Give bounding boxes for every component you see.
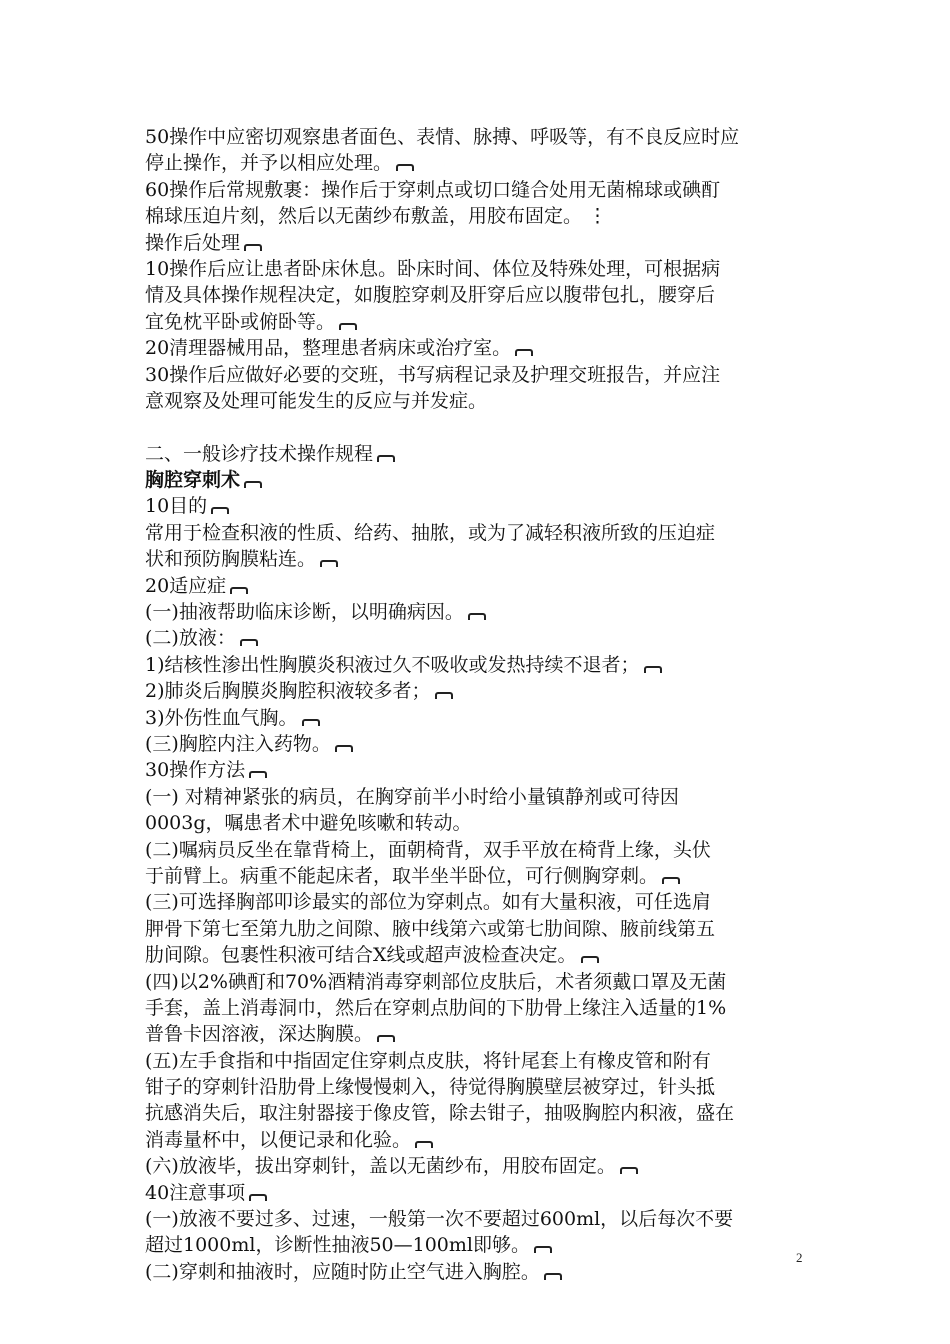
paragraph-mark-icon bbox=[377, 1035, 395, 1042]
text-line bbox=[145, 969, 817, 995]
line-text: 20适应症 bbox=[145, 574, 227, 597]
paragraph-mark-icon bbox=[320, 560, 338, 567]
line-text: (一)抽液帮助临床诊断，以明确病因。 bbox=[145, 601, 464, 624]
text-line bbox=[145, 124, 817, 150]
line-text: (三)可选择胸部叩诊最实的部位为穿刺点。如有大量积液，可任选肩 bbox=[145, 891, 711, 914]
line-text: 1)结核性渗出性胸膜炎积液过久不吸收或发热持续不退者； bbox=[145, 653, 640, 676]
line-text: 意观察及处理可能发生的反应与并发症。 bbox=[145, 389, 488, 412]
paragraph-mark-icon bbox=[644, 666, 662, 673]
text-line bbox=[145, 256, 817, 282]
text-line bbox=[145, 1259, 817, 1285]
paragraph-mark-icon bbox=[415, 1141, 433, 1148]
text-line bbox=[145, 1048, 817, 1074]
paragraph-mark-icon bbox=[515, 349, 533, 356]
text-line bbox=[145, 150, 817, 176]
page-number: 2 bbox=[796, 1250, 803, 1265]
line-text: 10操作后应让患者卧床休息。卧床时间、体位及特殊处理，可根据病 bbox=[145, 257, 721, 280]
text-line bbox=[145, 362, 817, 388]
text-line bbox=[145, 889, 817, 915]
line-text: (一)放液不要过多、过速，一般第一次不要超过600ml，以后每次不要 bbox=[145, 1208, 734, 1231]
text-line bbox=[145, 309, 817, 335]
paragraph-mark-icon bbox=[335, 745, 353, 752]
line-text: 常用于检查积液的性质、给药、抽脓，或为了减轻积液所致的压迫症 bbox=[145, 521, 716, 544]
text-line bbox=[145, 1232, 817, 1258]
text-line bbox=[145, 678, 817, 704]
text-line bbox=[145, 520, 817, 546]
text-line bbox=[145, 625, 817, 651]
paragraph-mark-icon bbox=[230, 587, 248, 594]
line-text: (三)胸腔内注入药物。 bbox=[145, 732, 331, 755]
line-text: (四)以2%碘酊和70%酒精消毒穿刺部位皮肤后，术者须戴口罩及无菌 bbox=[145, 970, 727, 993]
text-line bbox=[145, 1127, 817, 1153]
paragraph-mark-icon bbox=[534, 1246, 552, 1253]
line-text: 超过1000ml，诊断性抽液50—100ml即够。 bbox=[145, 1234, 530, 1257]
text-line bbox=[145, 995, 817, 1021]
text-line bbox=[145, 599, 817, 625]
paragraph-mark-icon bbox=[211, 507, 229, 514]
paragraph-mark-icon bbox=[396, 164, 414, 171]
text-line bbox=[145, 282, 817, 308]
paragraph-mark-icon bbox=[377, 455, 395, 462]
line-text: 二、一般诊疗技术操作规程 bbox=[145, 442, 374, 465]
line-text: 10目的 bbox=[145, 495, 208, 518]
line-text: 0003g，嘱患者术中避免咳嗽和转动。 bbox=[145, 812, 472, 835]
text-line bbox=[145, 810, 817, 836]
text-line bbox=[145, 573, 817, 599]
line-text: 停止操作，并予以相应处理。 bbox=[145, 152, 393, 175]
text-line bbox=[145, 441, 817, 467]
section-title bbox=[145, 467, 817, 493]
text-line bbox=[145, 493, 817, 519]
text-line bbox=[145, 705, 817, 731]
line-text: 手套，盖上消毒洞巾，然后在穿刺点肋间的下肋骨上缘注入适量的1% bbox=[145, 996, 727, 1019]
line-text: 3)外伤性血气胸。 bbox=[145, 706, 298, 729]
paragraph-mark-icon bbox=[244, 244, 262, 251]
text-line bbox=[145, 546, 817, 572]
text-line bbox=[145, 837, 817, 863]
line-text: 操作后处理 bbox=[145, 231, 241, 254]
line-text: 状和预防胸膜粘连。 bbox=[145, 548, 317, 571]
text-line bbox=[145, 1206, 817, 1232]
text-line bbox=[145, 757, 817, 783]
line-text: 2)肺炎后胸膜炎胸腔积液较多者； bbox=[145, 680, 431, 703]
line-text: 20清理器械用品，整理患者病床或治疗室。 bbox=[145, 337, 512, 360]
line-text: 30操作方法 bbox=[145, 759, 246, 782]
paragraph-mark-icon bbox=[240, 639, 258, 646]
text-line bbox=[145, 731, 817, 757]
text-line bbox=[145, 388, 817, 414]
line-text: 于前臂上。病重不能起床者，取半坐半卧位，可行侧胸穿刺。 bbox=[145, 864, 659, 887]
line-text: 棉球压迫片刻，然后以无菌纱布敷盖，用胶布固定。 ⋮ bbox=[145, 205, 608, 228]
paragraph-mark-icon bbox=[339, 323, 357, 330]
text-line bbox=[145, 335, 817, 361]
line-text: 40注意事项 bbox=[145, 1181, 246, 1204]
text-line bbox=[145, 652, 817, 678]
text-line bbox=[145, 177, 817, 203]
text-line bbox=[145, 1100, 817, 1126]
line-text: 宜免枕平卧或俯卧等。 bbox=[145, 310, 336, 333]
text-line bbox=[145, 1153, 817, 1179]
line-text: (一) 对精神紧张的病员，在胸穿前半小时给小量镇静剂或可待因 bbox=[145, 785, 679, 808]
text-line bbox=[145, 1180, 817, 1206]
line-text: 胸腔穿刺术 bbox=[145, 469, 241, 492]
text-line bbox=[145, 1021, 817, 1047]
paragraph-mark-icon bbox=[302, 719, 320, 726]
paragraph-mark-icon bbox=[468, 613, 486, 620]
paragraph-mark-icon bbox=[244, 481, 262, 488]
line-text: (六)放液毕，拔出穿刺针，盖以无菌纱布，用胶布固定。 bbox=[145, 1155, 616, 1178]
text-line bbox=[145, 203, 817, 229]
line-text: (五)左手食指和中指固定住穿刺点皮肤，将针尾套上有橡皮管和附有 bbox=[145, 1049, 711, 1072]
blank-line bbox=[145, 414, 817, 440]
line-text: 50操作中应密切观察患者面色、表情、脉搏、呼吸等，有不良反应时应 bbox=[145, 126, 740, 148]
text-line bbox=[145, 230, 817, 256]
line-text: 60操作后常规敷裹：操作后于穿刺点或切口缝合处用无菌棉球或碘酊 bbox=[145, 178, 721, 201]
line-text: 钳子的穿刺针沿肋骨上缘慢慢刺入，待觉得胸膜壁层被穿过，针头抵 bbox=[145, 1076, 716, 1099]
text-line bbox=[145, 863, 817, 889]
line-text: 普鲁卡因溶液，深达胸膜。 bbox=[145, 1023, 374, 1046]
line-text: 抗感消失后，取注射器接于像皮管，除去钳子，抽吸胸腔内积液，盛在 bbox=[145, 1102, 735, 1125]
text-line bbox=[145, 784, 817, 810]
text-line bbox=[145, 1074, 817, 1100]
paragraph-mark-icon bbox=[249, 771, 267, 778]
line-text: 消毒量杯中，以便记录和化验。 bbox=[145, 1128, 412, 1151]
line-text: (二)嘱病员反坐在靠背椅上，面朝椅背，双手平放在椅背上缘，头伏 bbox=[145, 838, 711, 861]
paragraph-mark-icon bbox=[662, 877, 680, 884]
paragraph-mark-icon bbox=[544, 1273, 562, 1280]
paragraph-mark-icon bbox=[435, 692, 453, 699]
paragraph-mark-icon bbox=[620, 1167, 638, 1174]
line-text: 情及具体操作规程决定，如腹腔穿刺及肝穿后应以腹带包扎，腰穿后 bbox=[145, 284, 716, 307]
text-line bbox=[145, 942, 817, 968]
line-text: 30操作后应做好必要的交班，书写病程记录及护理交班报告，并应注 bbox=[145, 363, 721, 386]
line-text: (二)放液： bbox=[145, 627, 236, 650]
line-text: 肋间隙。包裹性积液可结合X线或超声波检查决定。 bbox=[145, 944, 577, 967]
paragraph-mark-icon bbox=[581, 956, 599, 963]
paragraph-mark-icon bbox=[249, 1194, 267, 1201]
text-line bbox=[145, 916, 817, 942]
document-body bbox=[145, 124, 817, 1285]
line-text: 胛骨下第七至第九肋之间隙、腋中线第六或第七肋间隙、腋前线第五 bbox=[145, 917, 716, 940]
line-text: (二)穿刺和抽液时，应随时防止空气进入胸腔。 bbox=[145, 1260, 540, 1283]
